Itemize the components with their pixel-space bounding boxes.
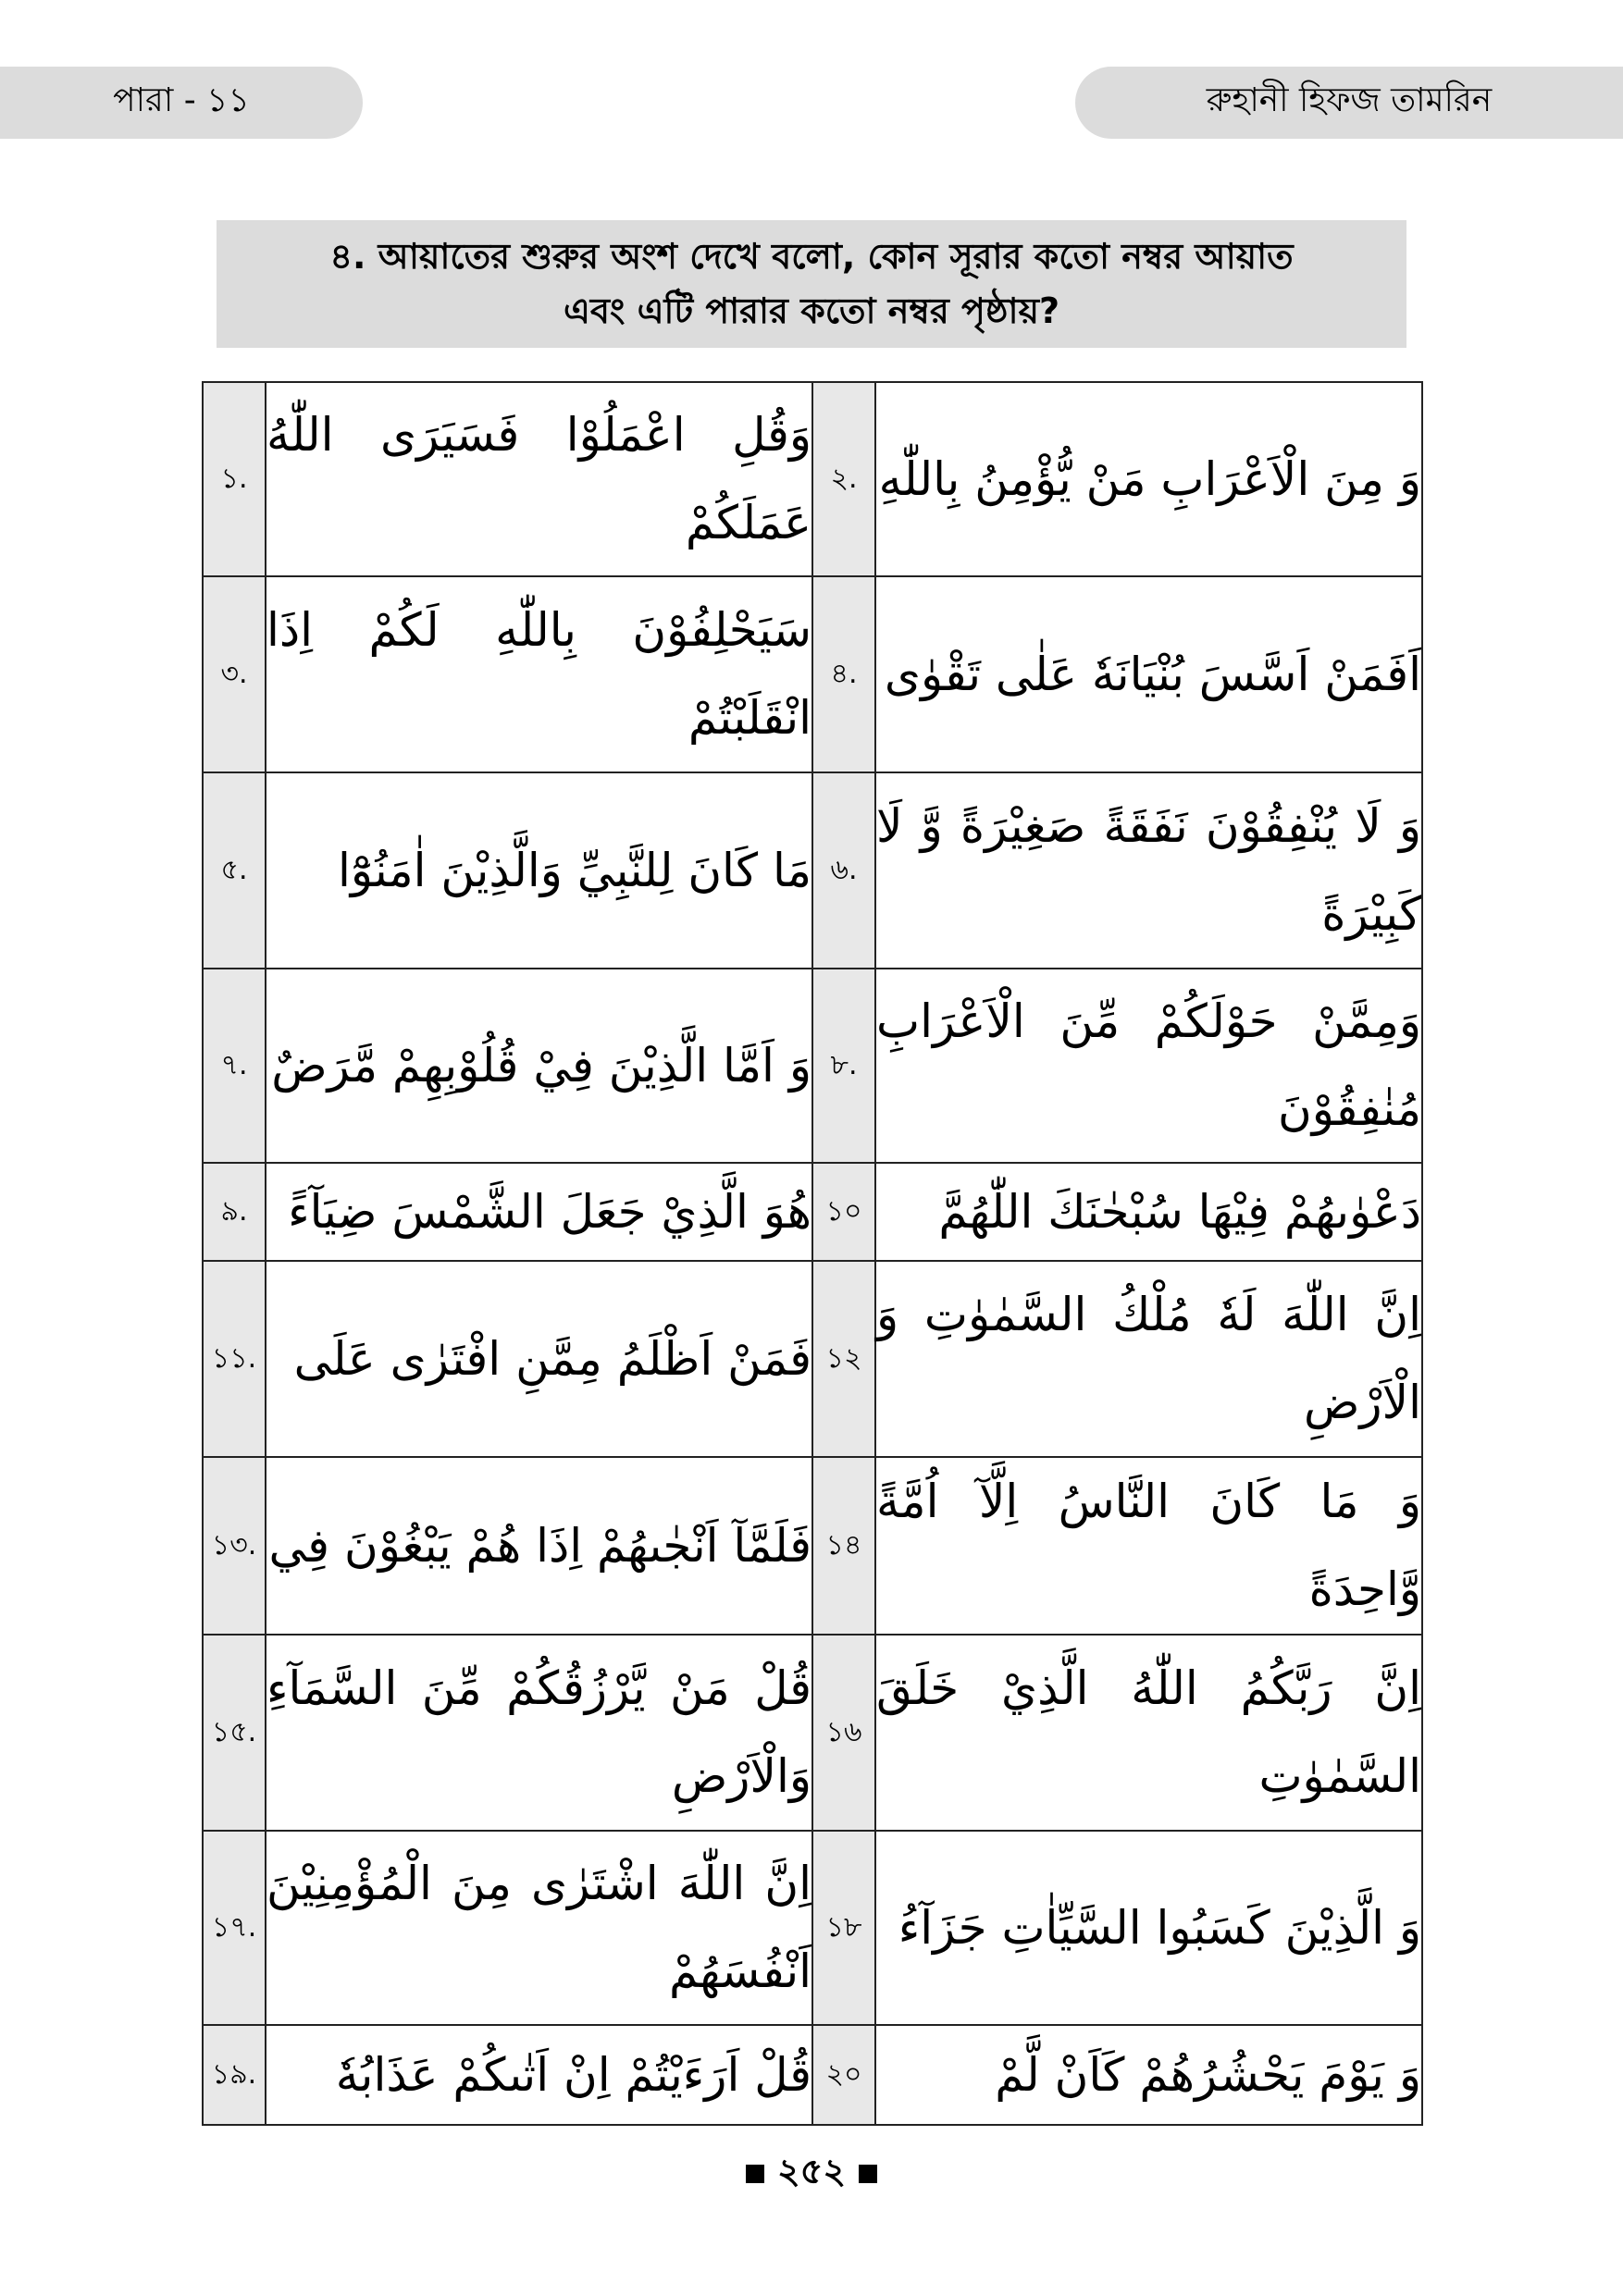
left-number: ৭. <box>203 969 266 1163</box>
right-number: ২০ <box>812 2025 875 2125</box>
right-number: ১০ <box>812 1163 875 1261</box>
left-ayah-text: قُلْ مَنْ يَّرْزُقُكُمْ مِّنَ السَّمَآءِ وَالْاَرْضِ <box>266 1635 812 1831</box>
left-ayah-text: مَا كَانَ لِلنَّبِيِّ وَالَّذِيْنَ اٰمَنُوْٓا <box>266 772 812 969</box>
table-row <box>203 1163 1422 1261</box>
table-row <box>203 1831 1422 2025</box>
left-ayah-text: فَلَمَّآ اَنْجٰىهُمْ اِذَا هُمْ يَبْغُوْنَ فِي <box>266 1457 812 1635</box>
table-row <box>203 969 1422 1163</box>
left-ayah-text: قُلْ اَرَءَيْتُمْ اِنْ اَتٰىكُمْ عَذَابُهٗ <box>266 2025 812 2125</box>
ayah-table <box>202 381 1423 2126</box>
right-number: ২. <box>812 382 875 576</box>
table-row <box>203 576 1422 772</box>
right-ayah-text: وَ مَا كَانَ النَّاسُ اِلَّآ اُمَّةً وَّاحِدَةً <box>875 1457 1422 1635</box>
page-footer <box>0 2144 1623 2203</box>
right-number: ৬. <box>812 772 875 969</box>
left-ayah-text: وَقُلِ اعْمَلُوْا فَسَيَرَى اللّٰهُ عَمَلَكُمْ <box>266 382 812 576</box>
book-title-text: রুহানী হিফজ তামরিন <box>1206 81 1493 119</box>
table-row <box>203 2025 1422 2125</box>
para-label-text: পারা - ১১ <box>113 81 250 119</box>
table-row <box>203 1635 1422 1831</box>
left-number: ১৫. <box>203 1635 266 1831</box>
left-ayah-text: هُوَ الَّذِيْ جَعَلَ الشَّمْسَ ضِيَآءً <box>266 1163 812 1261</box>
left-ayah-text: وَ اَمَّا الَّذِيْنَ فِيْ قُلُوْبِهِمْ مَّرَضٌ <box>266 969 812 1163</box>
para-label <box>0 67 363 139</box>
left-number: ৯. <box>203 1163 266 1261</box>
right-number: ১৮ <box>812 1831 875 2025</box>
left-number: ১১. <box>203 1261 266 1457</box>
square-bullet-icon <box>746 2165 764 2183</box>
right-ayah-text: دَعْوٰىهُمْ فِيْهَا سُبْحٰنَكَ اللّٰهُمَّ <box>875 1163 1422 1261</box>
right-number: ১৬ <box>812 1635 875 1831</box>
right-ayah-text: اِنَّ اللّٰهَ لَهٗ مُلْكُ السَّمٰوٰتِ وَ الْاَرْضِ <box>875 1261 1422 1457</box>
table-row <box>203 382 1422 576</box>
right-ayah-text: وَ يَوْمَ يَحْشُرُهُمْ كَاَنْ لَّمْ <box>875 2025 1422 2125</box>
right-number: ১২ <box>812 1261 875 1457</box>
question-line-2: এবং এটি পারার কতো নম্বর পৃষ্ঠায়? <box>563 290 1060 331</box>
table-row <box>203 1457 1422 1635</box>
question-box <box>217 220 1406 348</box>
left-number: ১. <box>203 382 266 576</box>
page-number: ২৫২ <box>776 2151 847 2191</box>
right-number: ১৪ <box>812 1457 875 1635</box>
right-ayah-text: وَ مِنَ الْاَعْرَابِ مَنْ يُّؤْمِنُ بِاللّٰهِ <box>875 382 1422 576</box>
left-ayah-text: اِنَّ اللّٰهَ اشْتَرٰى مِنَ الْمُؤْمِنِيْنَ اَنْفُسَهُمْ <box>266 1831 812 2025</box>
question-line-1: ৪. আয়াতের শুরুর অংশ দেখে বলো, কোন সূরার কতো নম্বর আয়াত <box>329 236 1294 278</box>
table-row <box>203 1261 1422 1457</box>
square-bullet-icon <box>859 2165 877 2183</box>
right-ayah-text: وَ لَا يُنْفِقُوْنَ نَفَقَةً صَغِيْرَةً وَّ لَا كَبِيْرَةً <box>875 772 1422 969</box>
left-number: ১৭. <box>203 1831 266 2025</box>
right-ayah-text: وَمِمَّنْ حَوْلَكُمْ مِّنَ الْاَعْرَابِ مُنٰفِقُوْنَ <box>875 969 1422 1163</box>
right-number: ৪. <box>812 576 875 772</box>
right-ayah-text: وَ الَّذِيْنَ كَسَبُوا السَّيِّاٰتِ جَزَآءُ <box>875 1831 1422 2025</box>
left-ayah-text: فَمَنْ اَظْلَمُ مِمَّنِ افْتَرٰى عَلَى <box>266 1261 812 1457</box>
right-ayah-text: اَفَمَنْ اَسَّسَ بُنْيَانَهٗ عَلٰى تَقْوٰى <box>875 576 1422 772</box>
book-title <box>1075 67 1623 139</box>
left-number: ৫. <box>203 772 266 969</box>
left-ayah-text: سَيَحْلِفُوْنَ بِاللّٰهِ لَكُمْ اِذَا انْقَلَبْتُمْ <box>266 576 812 772</box>
table-row <box>203 772 1422 969</box>
right-number: ৮. <box>812 969 875 1163</box>
left-number: ৩. <box>203 576 266 772</box>
left-number: ১৩. <box>203 1457 266 1635</box>
right-ayah-text: اِنَّ رَبَّكُمُ اللّٰهُ الَّذِيْ خَلَقَ السَّمٰوٰتِ <box>875 1635 1422 1831</box>
left-number: ১৯. <box>203 2025 266 2125</box>
